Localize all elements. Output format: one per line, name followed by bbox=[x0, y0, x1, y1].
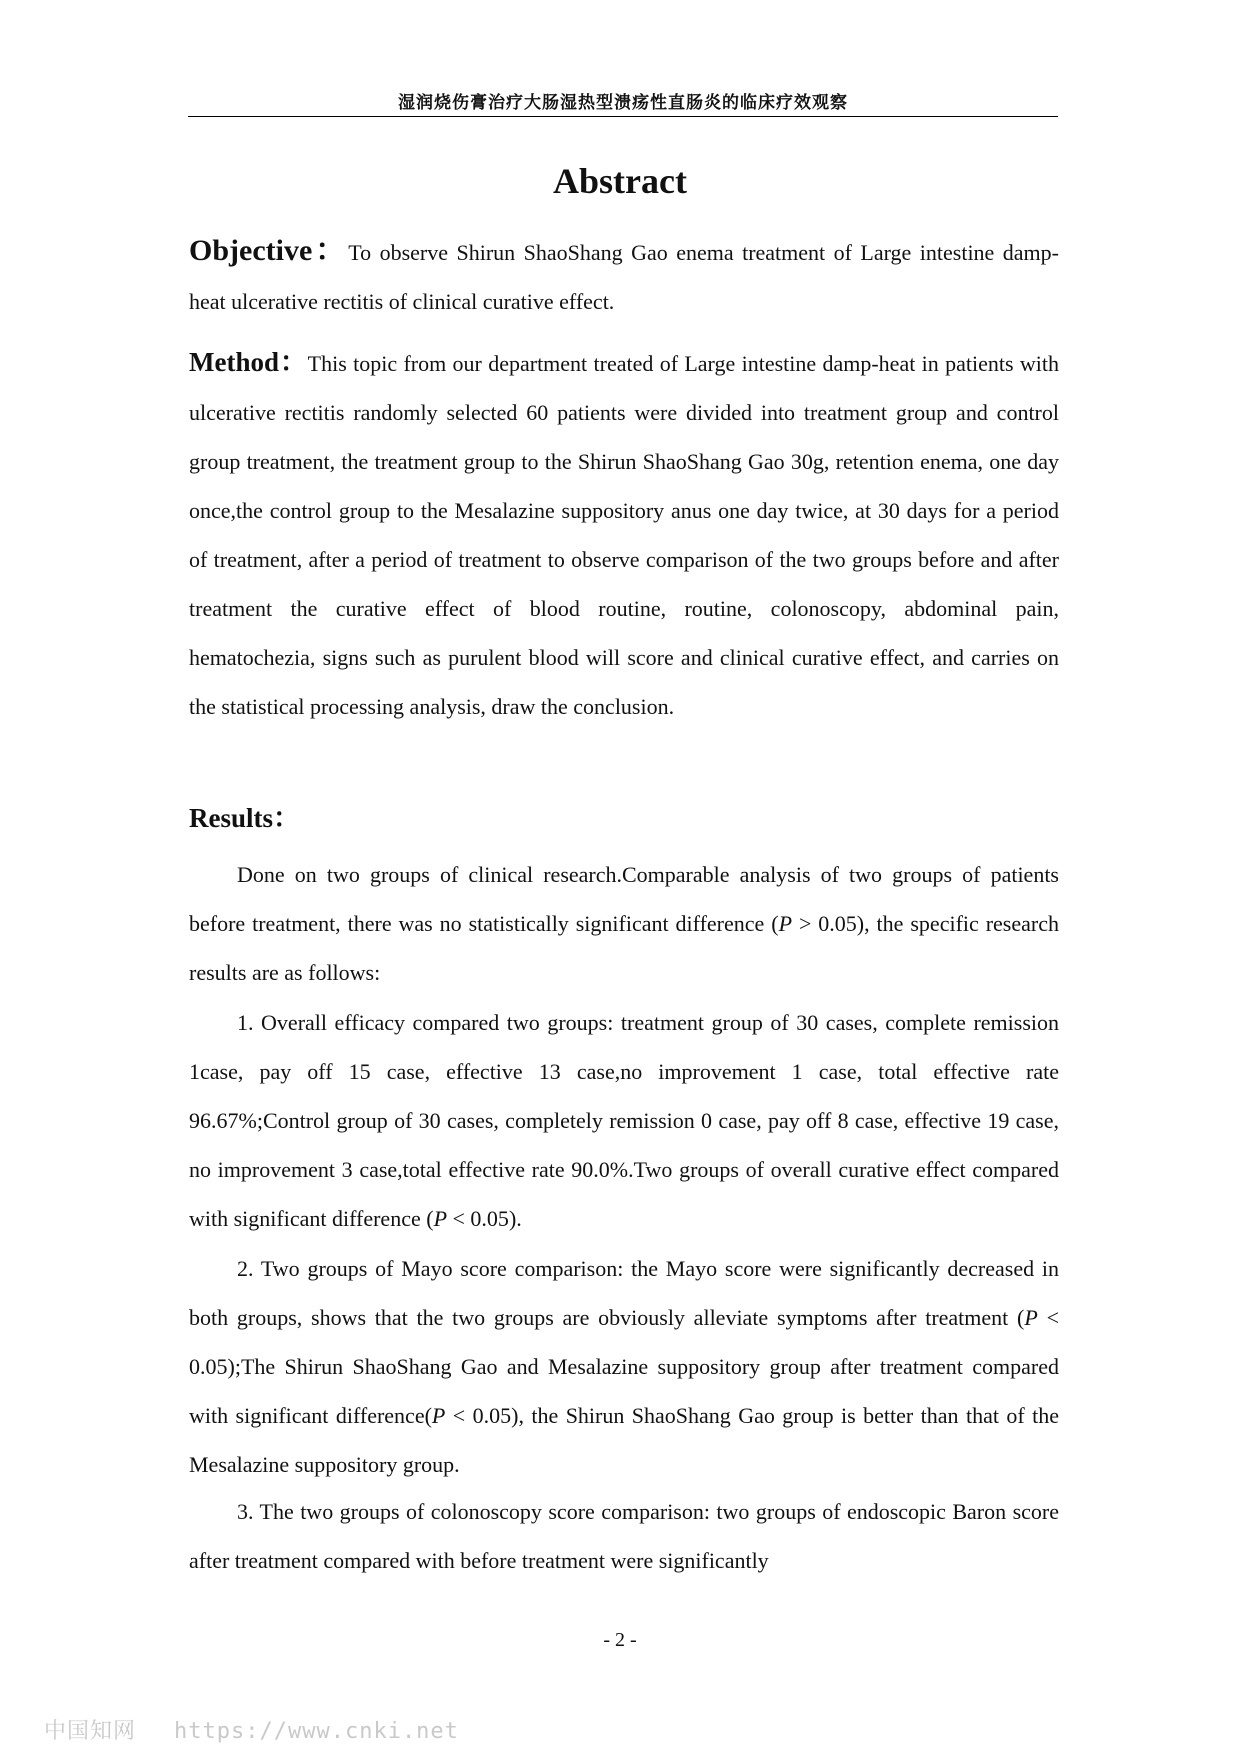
p-value-symbol: P bbox=[778, 911, 793, 936]
result-item-3 bbox=[189, 1487, 1059, 1585]
result-item-2-text-b: );The Shirun ShaoShang Gao and Mesalazine suppository group after treatment compared with significant difference( bbox=[189, 1354, 1059, 1428]
result-item-1-text-b: ). bbox=[508, 1206, 522, 1231]
page-number: - 2 - bbox=[603, 1629, 637, 1651]
method-label: Method： bbox=[189, 347, 308, 377]
p-value-threshold: < 0.05 bbox=[189, 1305, 1059, 1379]
p-value-symbol: P bbox=[433, 1206, 448, 1231]
results-heading: Results： bbox=[189, 803, 301, 833]
abstract-title: Abstract bbox=[553, 161, 687, 201]
result-item-2 bbox=[189, 1244, 1059, 1489]
results-intro-paragraph bbox=[189, 850, 1059, 997]
objective-text: To observe Shirun ShaoShang Gao enema treatment of Large intestine damp-heat ulcerative rectitis of clinical curative effect. bbox=[189, 240, 1059, 314]
method-paragraph bbox=[189, 338, 1059, 731]
p-value-threshold: < 0.05 bbox=[447, 1206, 509, 1231]
results-intro-text-b: ), the specific research results are as follows: bbox=[189, 911, 1059, 985]
result-item-3-text: 3. The two groups of colonoscopy score comparison: two groups of endoscopic Baron score after treatment compared with before treatment were significantly bbox=[189, 1499, 1059, 1573]
p-value-threshold: < 0.05 bbox=[445, 1403, 512, 1428]
header-rule bbox=[188, 116, 1058, 117]
result-item-1-text-a: 1. Overall efficacy compared two groups: treatment group of 30 cases, complete remission 1case, pay off 15 case, effective 13 case,no improvement 1 case, total effective rate 96.67%;Control group of 30 cases, completely remission 0 case, pay off 8 case, effective 19 case, no improvement 3 case,total effective rate 90.0%.Two groups of overall curative effect compared with significant difference ( bbox=[189, 1010, 1059, 1231]
result-item-2-text-a: 2. Two groups of Mayo score comparison: the Mayo score were significantly decreased in both groups, shows that the two groups are obviously alleviate symptoms after treatment ( bbox=[189, 1256, 1059, 1330]
watermark-url: https://www.cnki.net bbox=[174, 1719, 459, 1744]
result-item-1 bbox=[189, 998, 1059, 1243]
results-intro-text-a: Done on two groups of clinical research.Comparable analysis of two groups of patients before treatment, there was no statistically significant difference ( bbox=[189, 862, 1059, 936]
watermark-logo: 中国知网 bbox=[44, 1719, 137, 1744]
p-value-symbol: P bbox=[1024, 1305, 1038, 1330]
method-text: This topic from our department treated of Large intestine damp-heat in patients with ulcerative rectitis randomly selected 60 patients were divided into treatment group and control group treatment, the treatment group to the Shirun ShaoShang Gao 30g, retention enema, one day once,the control group to the Mesalazine suppository anus one day twice, at 30 days for a period of treatment, after a period of treatment to observe comparison of the two groups before and after treatment the curative effect of blood routine, routine, colonoscopy, abdominal pain, hematochezia, signs such as purulent blood will score and clinical curative effect, and carries on the statistical processing analysis, draw the conclusion. bbox=[189, 351, 1059, 719]
objective-paragraph bbox=[189, 226, 1059, 326]
running-header: 湿润烧伤膏治疗大肠湿热型溃疡性直肠炎的临床疗效观察 bbox=[398, 93, 848, 112]
p-value-threshold: > 0.05 bbox=[792, 911, 857, 936]
p-value-symbol: P bbox=[431, 1403, 446, 1428]
cnki-watermark bbox=[44, 1714, 459, 1745]
result-item-2-text-c: ), the Shirun ShaoShang Gao group is better than that of the Mesalazine suppository group. bbox=[189, 1403, 1059, 1477]
objective-label: Objective： bbox=[189, 234, 349, 267]
